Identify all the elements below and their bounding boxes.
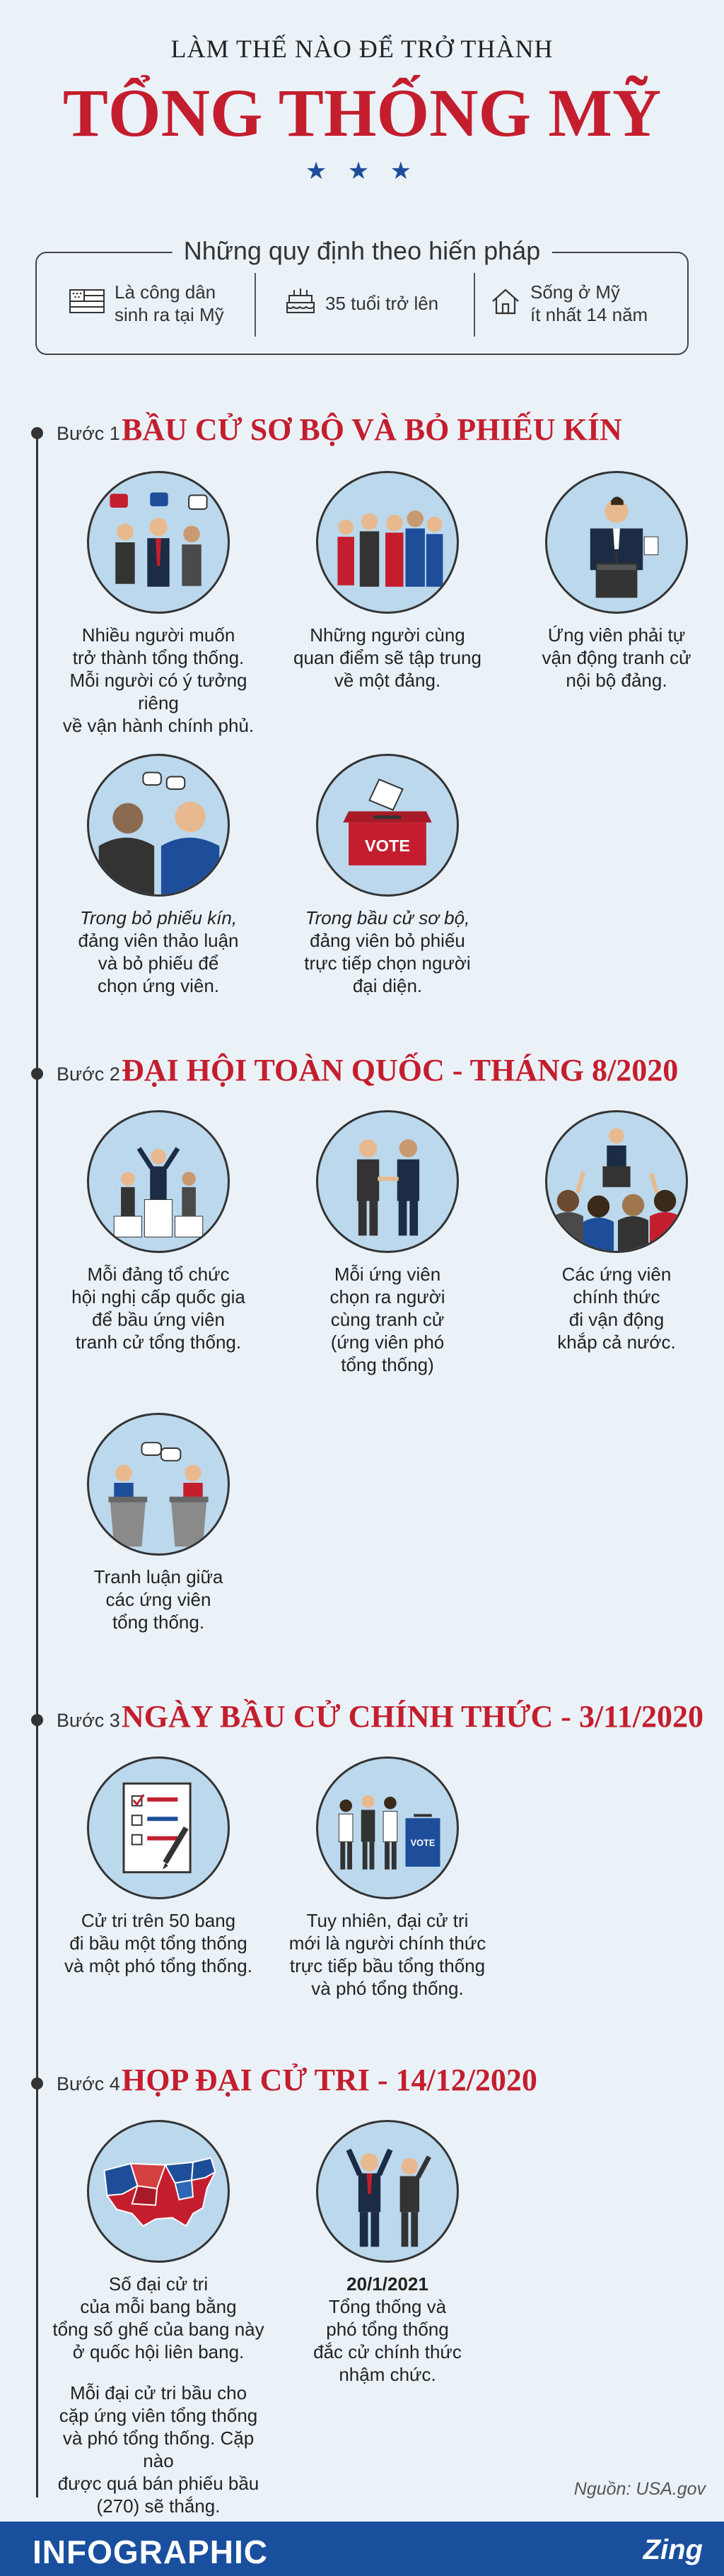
house-icon <box>491 287 520 320</box>
vote-box-label: VOTE <box>364 837 411 856</box>
step-4-label: Bước 4 <box>57 2073 120 2094</box>
divider <box>255 273 256 337</box>
step-1-item-2-caption: Những người cùng quan điểm sẽ tập trung về một đảng. <box>293 624 481 691</box>
stars-decoration: ★ ★ ★ <box>305 158 419 185</box>
step-2-label: Bước 2 <box>57 1063 120 1085</box>
timeline-dot <box>31 1714 43 1726</box>
birthday-cake-icon <box>286 287 315 320</box>
requirement-residence-line1: Sống ở Mỹ <box>530 281 620 303</box>
debating-people-icon <box>87 471 230 614</box>
ballot-checklist-icon <box>87 1756 230 1899</box>
step-2-title: ĐẠI HỘI TOÀN QUỐC - THÁNG 8/2020 <box>122 1053 679 1088</box>
footer-label: INFOGRAPHIC <box>33 2534 268 2570</box>
requirement-citizen <box>69 253 224 354</box>
constitution-title: Những quy định theo hiến pháp <box>173 236 552 266</box>
step-1-item-1-caption: Nhiều người muốn trở thành tổng thống. Mỗi người có ý tưởng riêng về vận hành chính phủ. <box>62 624 255 736</box>
voters-queue-icon <box>316 1756 459 1899</box>
vote-box-icon <box>316 754 459 897</box>
timeline-dot <box>31 1068 43 1080</box>
requirement-citizen-line2: sinh ra tại Mỹ <box>115 304 224 325</box>
party-group-icon <box>316 471 459 614</box>
step-4-item-1-caption: Số đại cử tri của mỗi bang bằng tổng số ghế của bang này ở quốc hội liên bang. Mỗi đại cử tri bầu cho cặp ứng viên tổng thống và phó tổng thống. Cặp nào được quá bán phiếu bầu (270) sẽ thắng. <box>52 2273 264 2517</box>
inauguration-date: 20/1/2021 <box>346 2273 428 2295</box>
handshake-icon <box>316 1110 459 1253</box>
winner-podium-icon <box>87 1110 230 1253</box>
header-subtitle: LÀM THẾ NÀO ĐỂ TRỞ THÀNH <box>170 35 554 63</box>
step-2-item-3-caption: Các ứng viên chính thức đi vận động khắp cả nước. <box>557 1264 676 1353</box>
source-note: Nguồn: USA.gov <box>573 2479 706 2499</box>
us-map-icon <box>87 2120 230 2263</box>
brand-logo[interactable]: Zing <box>643 2534 703 2565</box>
requirement-citizen-line1: Là công dân <box>115 281 216 303</box>
step-1-label: Bước 1 <box>57 423 120 444</box>
requirement-age <box>286 253 438 354</box>
requirement-residence-line2: ít nhất 14 năm <box>530 304 648 325</box>
requirement-residence <box>491 253 648 354</box>
step-2-item-1-caption: Mỗi đảng tổ chức hội nghị cấp quốc gia để bầu ứng viên tranh cử tổng thống. <box>71 1264 245 1353</box>
step-2-item-2-caption: Mỗi ứng viên chọn ra người cùng tranh cử (ứng viên phó tổng thống) <box>329 1264 445 1375</box>
step-4-title: HỌP ĐẠI CỬ TRI - 14/12/2020 <box>122 2063 537 2097</box>
step-1-item-5-caption: Trong bầu cử sơ bộ, đảng viên bỏ phiếu trực tiếp chọn người đại diện. <box>304 907 471 996</box>
step-1-item-3-caption: Ứng viên phải tự vận động tranh cử nội bộ đảng. <box>542 624 691 691</box>
inauguration-icon <box>316 2120 459 2263</box>
divider <box>474 273 475 337</box>
step-2-item-4-caption: Tranh luận giữa các ứng viên tổng thống. <box>93 1566 223 1633</box>
header-title: TỔNG THỐNG MỸ <box>62 75 662 151</box>
constitution-box <box>35 236 689 355</box>
timeline-dot <box>31 2077 43 2090</box>
vote-box-label: VOTE <box>410 1837 436 1848</box>
footer-bar <box>0 2522 724 2576</box>
step-3-item-2-caption: Tuy nhiên, đại cử tri mới là người chính thức trực tiếp bầu tổng thống và phó tổng thống. <box>288 1910 486 1999</box>
timeline-dot <box>31 427 43 439</box>
step-1-item-4-caption: Trong bỏ phiếu kín, đảng viên thảo luận và bỏ phiếu để chọn ứng viên. <box>78 907 239 996</box>
requirement-age-line1: 35 tuổi trở lên <box>325 293 439 314</box>
timeline-line <box>36 433 38 2498</box>
step-1-title: BẦU CỬ SƠ BỘ VÀ BỎ PHIẾU KÍN <box>122 412 622 447</box>
us-flag-icon <box>69 289 105 318</box>
step-3-label: Bước 3 <box>57 1710 120 1731</box>
step-3-title: NGÀY BẦU CỬ CHÍNH THỨC - 3/11/2020 <box>122 1699 703 1734</box>
podium-speaker-icon <box>545 471 688 614</box>
step-4-item-2-caption: 20/1/2021 Tổng thống và phó tổng thống đắc cử chính thức nhậm chức. <box>281 2273 494 2386</box>
debate-podiums-icon <box>87 1413 230 1556</box>
discussion-icon <box>87 754 230 897</box>
rally-crowd-icon <box>545 1110 688 1253</box>
step-3-item-1-caption: Cử tri trên 50 bang đi bầu một tổng thống và một phó tổng thống. <box>64 1910 252 1976</box>
